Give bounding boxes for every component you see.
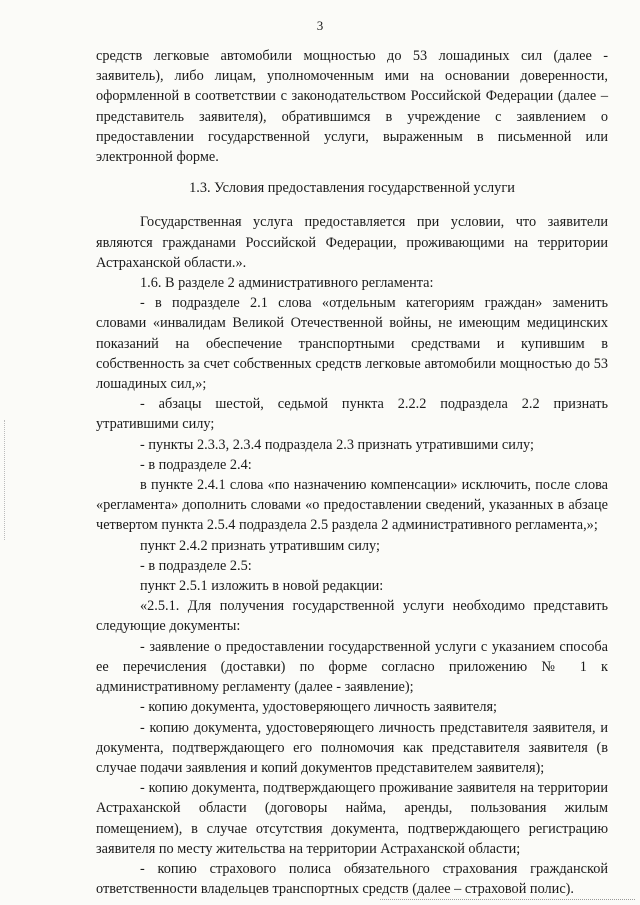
paragraph-2-4-2: пункт 2.4.2 признать утратившим силу; [140, 537, 380, 554]
paragraph-2-5-1: «2.5.1. Для получения государственной услуги необходимо представить следующие документы: [96, 598, 608, 635]
list-item-application: - заявление о предоставлении государственной услуги с указанием способа ее перечисления (доставки) по форме согласно приложению № 1 к административному регламенту (далее - заявление); [96, 638, 608, 696]
paragraph-2-2-2: - абзацы шестой, седьмой пункта 2.2.2 подраздела 2.2 признать утратившими силу; [96, 396, 608, 433]
document-body [96, 46, 608, 899]
scan-bottom-rule [380, 899, 635, 900]
list-item-residence: - копию документа, подтверждающего проживание заявителя на территории Астраханской области (договоры найма, аренды, пользования жилым помещением), в случае отсутствия документа, подтверждающего регистрацию заявителя по месту жительства на территории Астраханской области; [96, 780, 608, 857]
section-heading: 1.3. Условия предоставления государственной услуги [189, 180, 515, 197]
list-item-representative: - копию документа, удостоверяющего личность представителя заявителя, и документа, подтверждающего его полномочия как представителя заявителя (в случае подачи заявления и копий документов представителем заявителя); [96, 719, 608, 776]
paragraph-2-4-1: в пункте 2.4.1 слова «по назначению компенсации» исключить, после слова «регламента» дополнить словами «о предоставлении сведений, указанных в абзаце четвертом пункта 2.5.4 подраздела 2.5 раздела 2 административного регламента,»; [96, 477, 608, 534]
scan-edge-mark [4, 420, 6, 540]
paragraph-2-4: - в подразделе 2.4: [140, 456, 252, 473]
paragraph-2-5: - в подразделе 2.5: [140, 557, 252, 574]
paragraph-2-3: - пункты 2.3.3, 2.3.4 подраздела 2.3 признать утратившими силу; [140, 436, 534, 453]
paragraph-intro: средств легковые автомобили мощностью до 53 лошадиных сил (далее - заявитель), либо лицам, уполномоченным ими на основании доверенности, оформленной в соответствии с законодательством Российской Федерации (далее – представитель заявителя), обратившимся в учреждение с заявлением о предоставлении государственной услуги, выраженным в письменной или электронной форме. [96, 48, 608, 166]
paragraph-conditions: Государственная услуга предоставляется при условии, что заявители являются гражданами Российской Федерации, проживающими на территории Астраханской области.». [96, 214, 608, 271]
list-item-insurance: - копию страхового полиса обязательного страхования гражданской ответственности владельцев транспортных средств (далее – страховой полис). [96, 860, 608, 898]
paragraph-2-1: - в подразделе 2.1 слова «отдельным категориям граждан» заменить словами «инвалидам Великой Отечественной войны, не имеющим медицинских показаний на обеспечение транспортными средствами и купившим в собственность за счет собственных средств легковые автомобили мощностью до 53 лошадиных сил,»; [96, 295, 608, 393]
paragraph-1-6: 1.6. В разделе 2 административного регламента: [140, 275, 434, 292]
list-item-identity: - копию документа, удостоверяющего личность заявителя; [140, 699, 497, 716]
paragraph-2-5-1-intro: пункт 2.5.1 изложить в новой редакции: [140, 578, 384, 595]
page-number: 3 [316, 18, 324, 33]
